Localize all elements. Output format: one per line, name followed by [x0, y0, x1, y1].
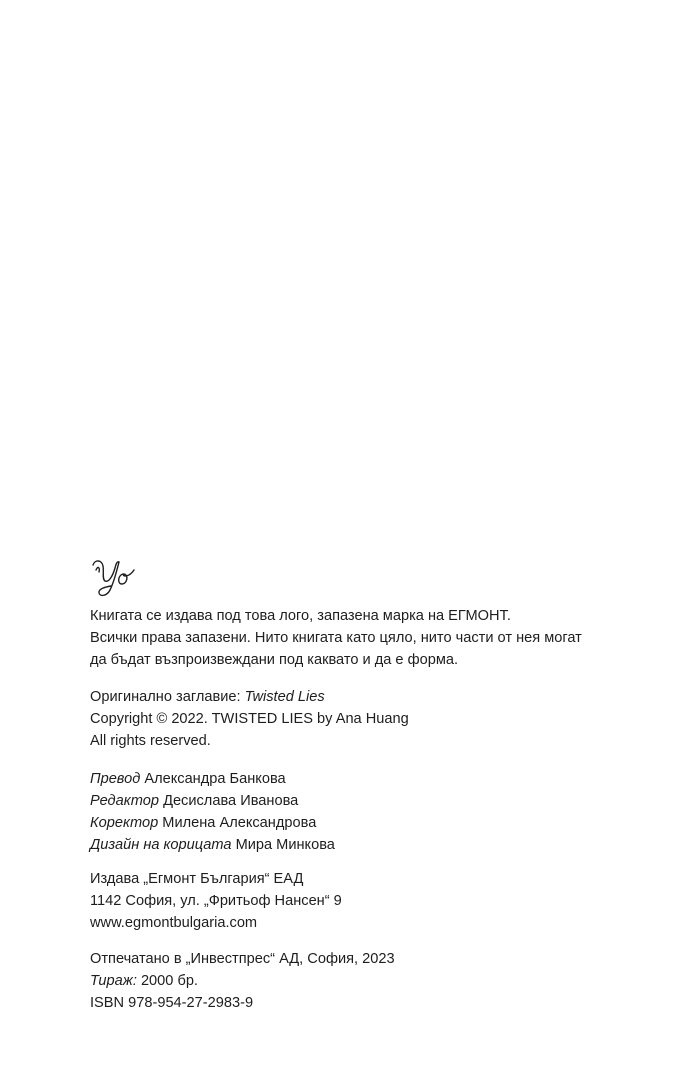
- original-title-section: [90, 686, 640, 752]
- publisher-website: www.egmontbulgaria.com: [90, 915, 258, 931]
- print-run-line: [90, 970, 640, 992]
- credit-role: Редактор: [90, 793, 159, 809]
- credit-proofreader: [90, 812, 640, 834]
- credits-section: [90, 768, 640, 856]
- publisher-address: 1142 София, ул. „Фритьоф Нансен“ 9: [90, 893, 342, 909]
- publisher-name: Издава „Егмонт България“ ЕАД: [90, 871, 304, 887]
- print-run-value: 2000 бр.: [140, 973, 198, 989]
- yo-logo-icon: [90, 556, 138, 598]
- rights-line-1: Книгата се издава под това лого, запазена марка на ЕГМОНТ.: [90, 608, 511, 624]
- copyright-line: Copyright © 2022. TWISTED LIES by Ana Huang: [90, 711, 409, 727]
- credit-role: Коректор: [90, 815, 159, 831]
- rights-notice: [90, 605, 640, 671]
- original-title-value: Twisted Lies: [244, 689, 325, 705]
- isbn: ISBN 978-954-27-2983-9: [90, 995, 254, 1011]
- credit-cover-design: [90, 834, 640, 856]
- printed-by: Отпечатано в „Инвестпрес“ АД, София, 2023: [90, 951, 395, 967]
- credit-name: Десислава Иванова: [163, 793, 299, 809]
- rights-line-2: Всички права запазени. Нито книгата като цяло, нито части от нея могат: [90, 630, 582, 646]
- publisher-section: [90, 868, 640, 934]
- credit-role: Дизайн на корицата: [90, 837, 232, 853]
- credit-translation: [90, 768, 640, 790]
- credit-name: Мира Минкова: [235, 837, 335, 853]
- original-title-label: Оригинално заглавие:: [90, 689, 241, 705]
- print-run-label: Тираж:: [90, 973, 137, 989]
- credit-name: Александра Банкова: [144, 771, 286, 787]
- all-rights-reserved: All rights reserved.: [90, 733, 211, 749]
- rights-line-3: да бъдат възпроизвеждани под каквато и да е форма.: [90, 652, 459, 668]
- print-section: [90, 948, 640, 1014]
- credit-name: Милена Александрова: [162, 815, 317, 831]
- credit-role: Превод: [90, 771, 141, 787]
- credit-editor: [90, 790, 640, 812]
- original-title-line: [90, 686, 640, 708]
